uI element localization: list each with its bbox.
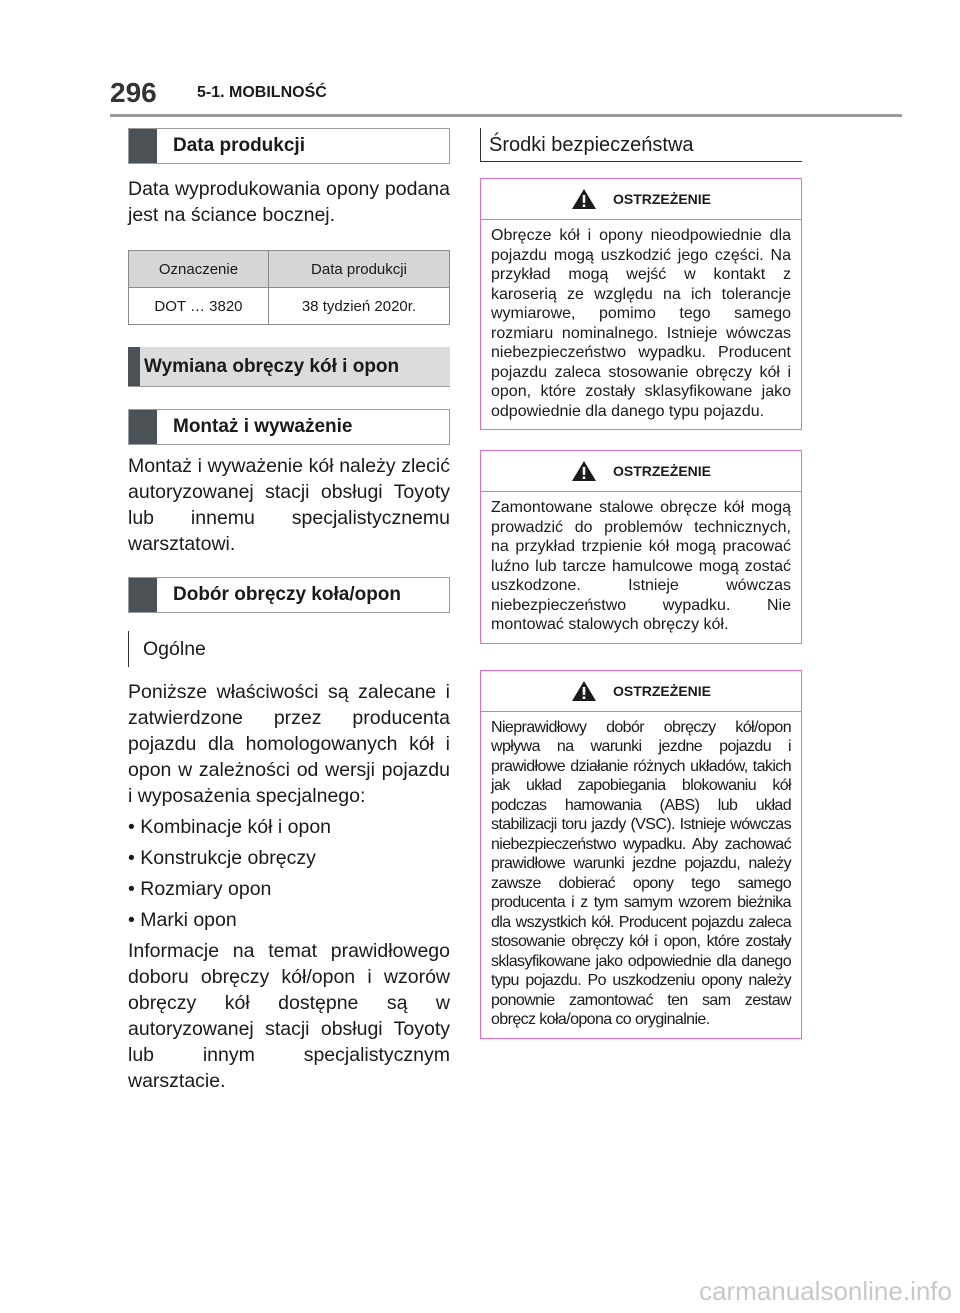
production-date-table [128, 250, 450, 325]
table-cell: DOT … 3820 [129, 288, 269, 325]
warning-box [480, 450, 802, 644]
paragraph-ponizsze: Poniższe właściwości są zalecane i zatwierdzone przez producenta pojazdu dla homologowanych kół i opon w zależności od wersji pojazdu i wyposażenia specjalnego: [128, 681, 450, 807]
heading-text: Wymiana obręczy kół i opon [144, 355, 400, 377]
heading-marker [129, 129, 157, 163]
table-header-cell: Data produkcji [268, 251, 449, 288]
subheading-text: Ogólne [143, 637, 206, 660]
heading-wymiana [128, 347, 450, 387]
warning-text: Zamontowane stalowe obręcze kół mogą prowadzić do problemów technicznych, na przykład trzpienie kół mogą pracować luźno lub tarcze hamulcowe mogą zostać uszkodzone. Istnieje wówczas niebezpieczeństwo wypadku. Nie montować stalowych obręczy kół. [491, 499, 791, 633]
warning-title: OSTRZEŻENIE [612, 191, 711, 207]
table-cell: 38 tydzień 2020r. [268, 288, 449, 325]
list-item: • Marki opon [128, 909, 237, 931]
subheading-ogolne [128, 631, 450, 667]
page-number: 296 [110, 77, 157, 108]
safety-heading-rule [480, 161, 802, 162]
heading-text: Dobór obręczy koła/opon [173, 584, 402, 605]
warning-triangle-icon [571, 188, 597, 210]
section-title: 5-1. MOBILNOŚĆ [197, 84, 327, 101]
heading-text: Montaż i wyważenie [173, 416, 353, 437]
paragraph-montaz: Montaż i wyważenie kół należy zlecić autoryzowanej stacji obsługi Toyoty lub innemu specjalistycznemu warsztatowi. [128, 455, 450, 555]
list-item: • Konstrukcje obręczy [128, 847, 316, 869]
heading-marker [128, 347, 140, 386]
paragraph-data-opony: Data wyprodukowania opony podana jest na ściance bocznej. [128, 178, 450, 226]
header-divider [110, 114, 902, 117]
heading-data-produkcji [128, 128, 450, 164]
warning-text: Obręcze kół i opony nieodpowiednie dla pojazdu mogą uszkodzić jego części. Na przykład mogą wejść w kontakt z karoserią ze względu na ich tolerancje wymiarowe, pomimo tego samego rozmiaru nominalnego. Istnieje wówczas niebezpieczeństwo wypadku. Producent pojazdu zaleca stosowanie obręczy kół i opon, które zostały sklasyfikowane jako odpowiednie dla danego typu pojazdu. [491, 227, 791, 420]
list-item: • Rozmiary opon [128, 878, 272, 900]
warning-title: OSTRZEŻENIE [612, 682, 711, 699]
heading-marker [129, 410, 157, 444]
site-watermark: carmanualsonline.info [699, 1276, 952, 1306]
warning-triangle-icon [571, 460, 597, 482]
subheading-marker [128, 631, 129, 667]
warning-triangle-icon [571, 680, 597, 702]
warning-header [481, 451, 801, 492]
warning-header [481, 671, 801, 712]
warning-box [480, 670, 802, 1039]
table-header-cell: Oznaczenie [129, 251, 269, 288]
heading-dobor [128, 577, 450, 613]
list-item: • Kombinacje kół i opon [128, 816, 332, 838]
right-column [480, 128, 802, 1039]
warning-header [481, 179, 801, 220]
heading-marker [129, 578, 157, 612]
bullet-list [128, 814, 450, 933]
warning-box [480, 178, 802, 430]
paragraph-informacje: Informacje na temat prawidłowego doboru obręczy kół/opon i wzorów obręczy kół dostępne są w autoryzowanej stacji obsługi Toyoty lub innym specjalistycznym warsztacie. [128, 940, 450, 1092]
left-column [128, 128, 450, 1094]
heading-text: Data produkcji [173, 135, 305, 156]
warning-title: OSTRZEŻENIE [612, 463, 711, 479]
table-header-row [129, 251, 450, 288]
safety-heading: Środki bezpieczeństwa [480, 128, 802, 161]
warning-text: Nieprawidłowy dobór obręczy kół/opon wpływa na warunki jezdne pojazdu i prawidłowe działanie różnych układów, takich jak układ zapobiegania blokowaniu kół podczas hamowania (ABS) lub układ stabilizacji toru jazdy (VSC). Istnieje wówczas niebezpieczeństwo wypadku. Aby zachować prawidłowe warunki jezdne pojazdu, należy zawsze dobierać opony tego samego producenta i z tym samym wzorem bieżnika dla wszystkich kół. Producent pojazdu zaleca stosowanie obręczy kół i opon, które zostały sklasyfikowane jako odpowiednie dla danego typu pojazdu. Po uszkodzeniu opony należy ponownie zamontować ten sam zestaw obręcz koła/opona co oryginalnie. [491, 718, 791, 1028]
table-row [129, 288, 450, 325]
heading-montaz [128, 409, 450, 445]
